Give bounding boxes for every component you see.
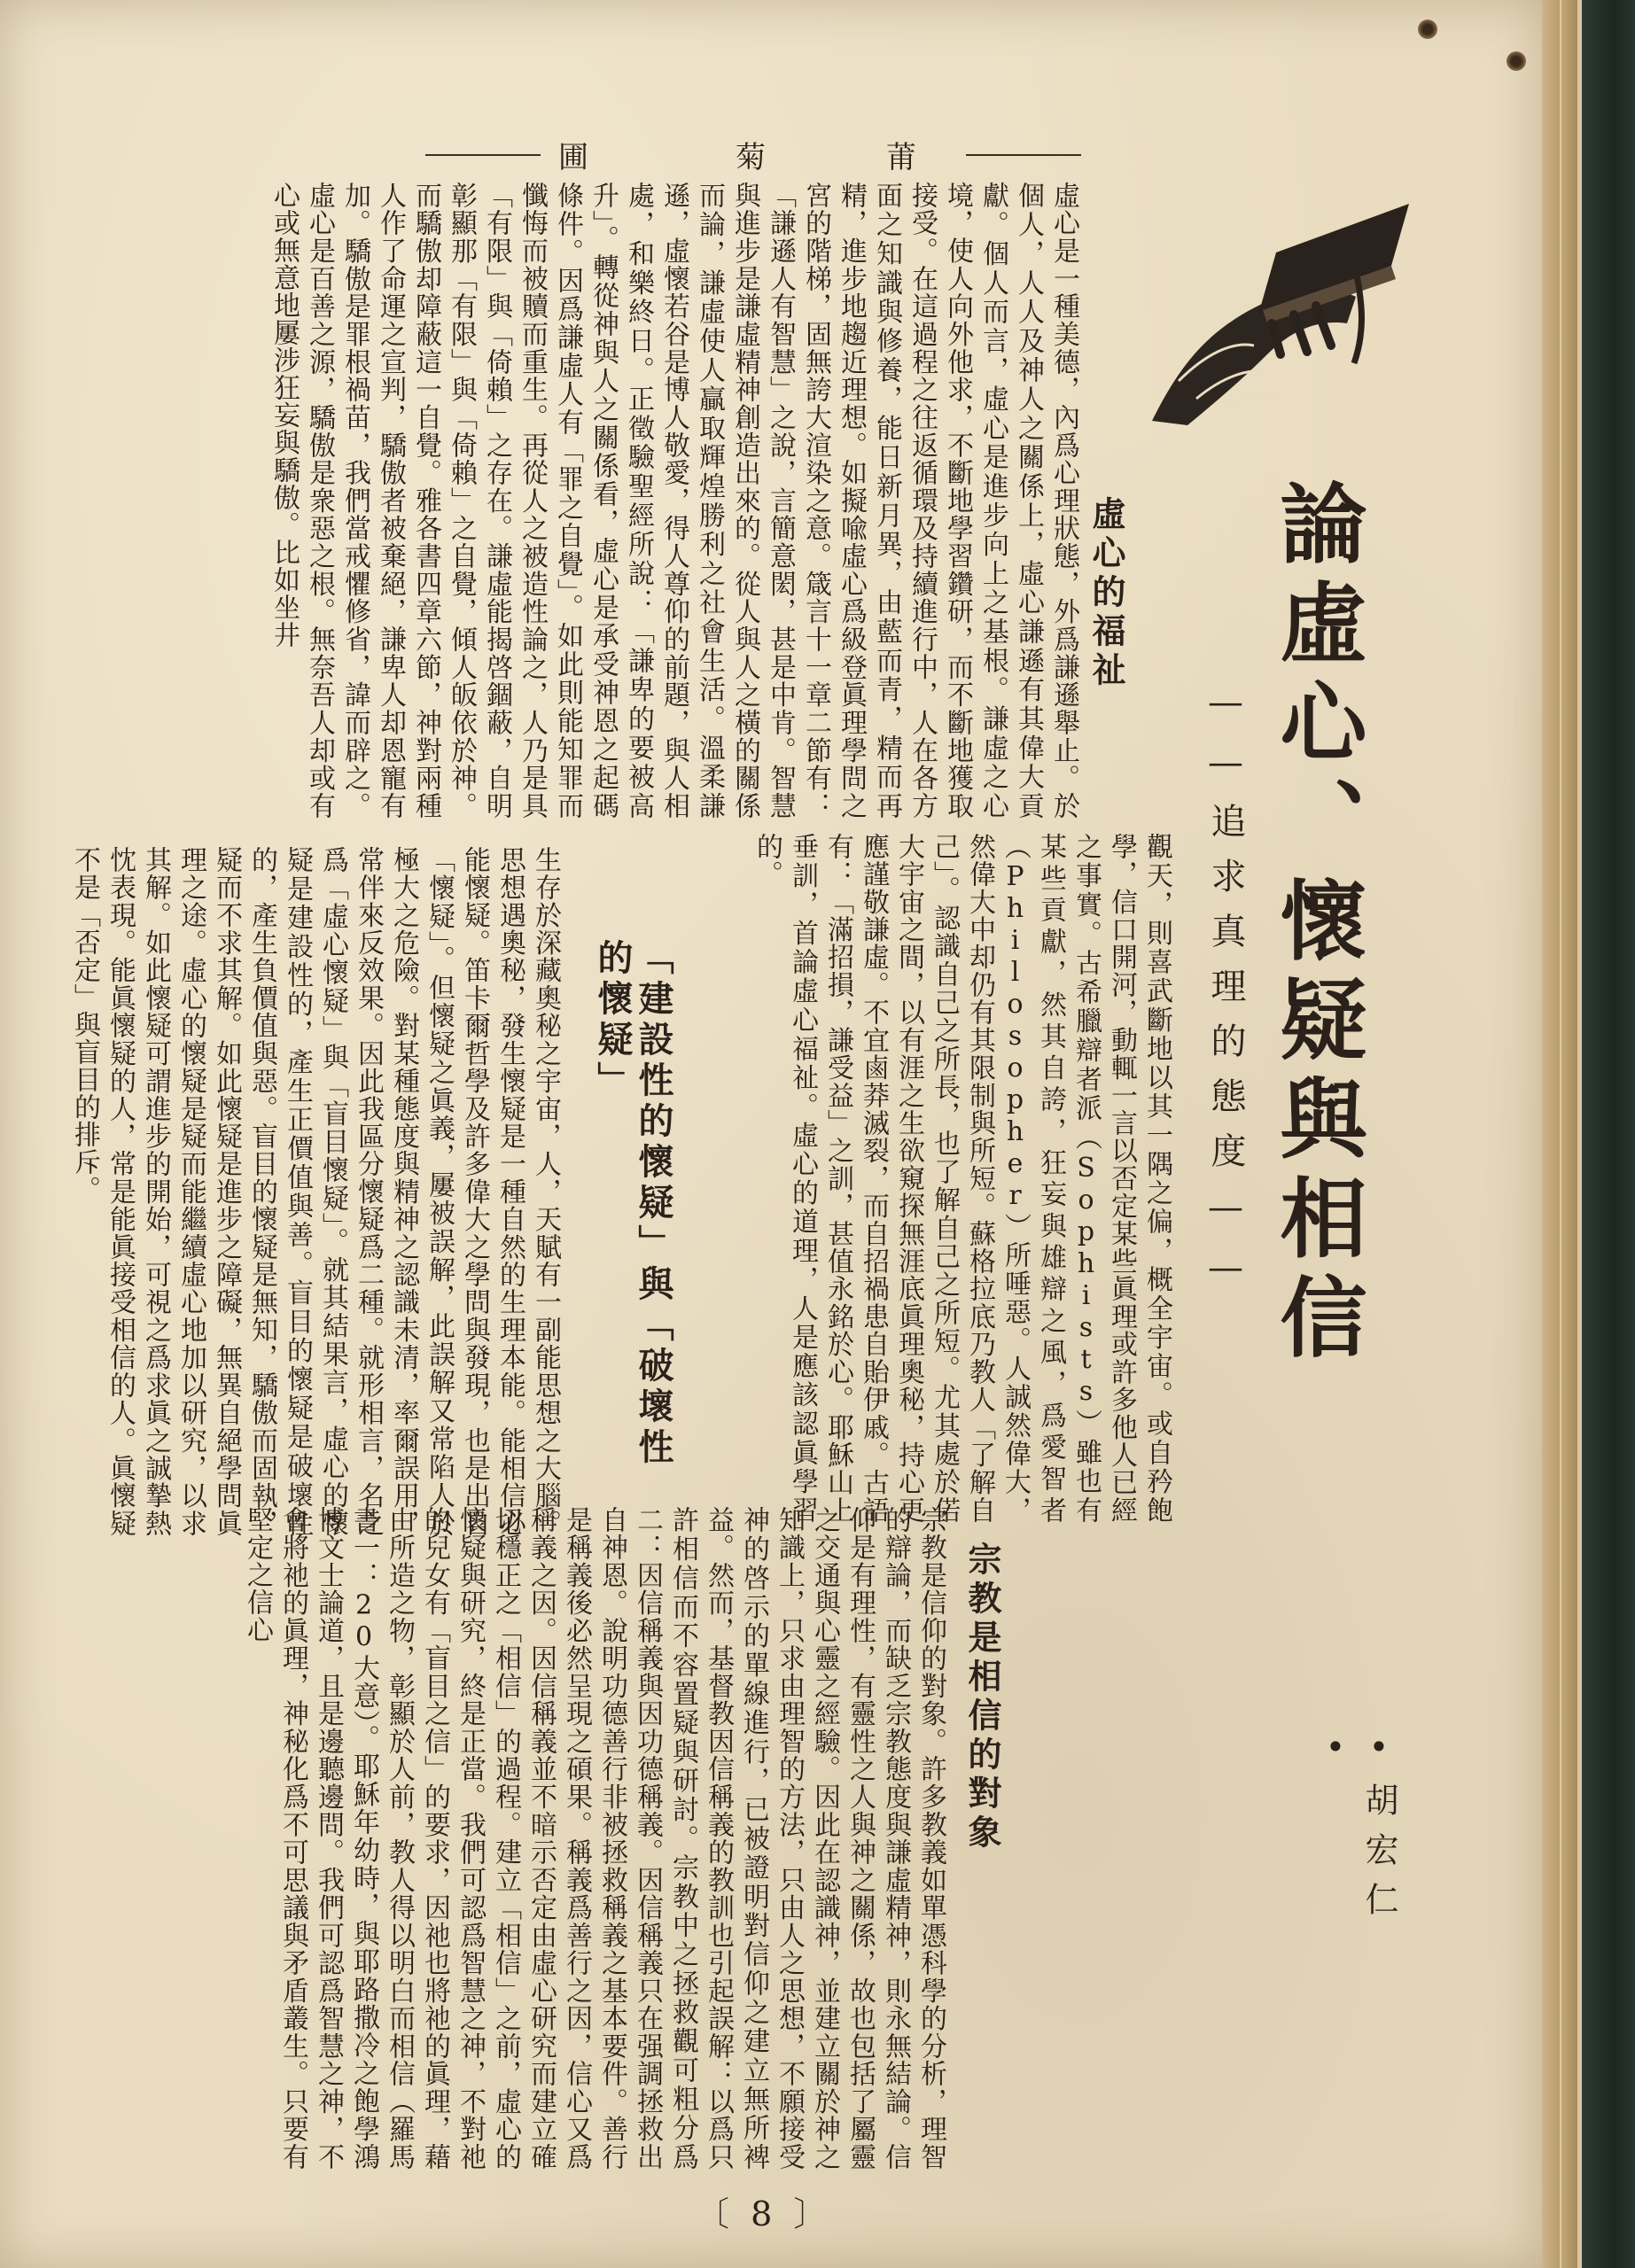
section-text-faith: 宗教是信仰的對象。許多教義如單憑科學的分析，理智的辯論，而缺乏宗教態度與謙虛精神，則永無結論。信仰是有理性，有靈性之人與神之關係，故也包括了屬靈之交通與心靈之經驗。因此在認識神，並建立關於神之知識上，只求由理智的方法，只由人之思想，不願接受神的啓示的單線進行，已被證明對信仰之建立無所裨益。然而，基督教因信稱義的教訓也引起誤解：以爲只許相信而不容置疑與研討。宗教中之拯救觀可粗分爲二：因信稱義與因功德稱義。因信稱義只在强調拯救出自神恩。說明功德善行非被拯救稱義之基本要件。善行是稱義後必然呈現之碩果。稱義爲善行之因，信心又爲稱義之因。因信稱義並不暗示否定由虛心研究而建立確切穩正之「相信」的過程。建立「相信」之前，虛心的懷疑與研究，終是正當。我們可認爲智慧之神，不對祂的兒女有「盲目之信」的要求，因祂也將祂的眞理，藉由所造之物，彰顯於人前，教人得以明白而相信（羅馬書一：20大意）。耶穌年幼時，與耶路撒冷之飽學鴻博文士論道，且是邊聽邊問。我們可認爲智慧之神，不會將祂的眞理，神秘化爲不可思議與矛盾叢生。只要有堅定之信心 xyxy=(242,1506,946,2171)
article-author: •胡宏仁• xyxy=(1316,1728,1398,1931)
header-char: 莆 xyxy=(886,140,918,175)
section-text-humility: 虛心是一種美德，內爲心理狀態，外爲謙遜舉止。於個人，人人及神人之關係上，虛心謙遜有其偉大貢獻。個人而言，虛心是進步向上之基根。謙虛之心境，使人向外他求，不斷地學習鑽研，而不斷地獲取接受。在這過程之往返循環及持續進行中，人在各方面之知識與修養，能日新月異，由藍而青，精而再精，進步地趨近理想。如擬喩虛心爲級登眞理學問之宮的階梯，固無誇大渲染之意。箴言十一章二節有：「謙遜人有智慧」之說，言簡意閎，甚是中肯。智慧與進步是謙虛精神創造出來的。從人與人之橫的關係而論，謙虛使人贏取輝煌勝利之社會生活。溫柔謙遜，虛懷若谷是博人敬愛，得人尊仰的前題，與人相處，和樂終日。正徵驗聖經所說：「謙卑的要被高升」。轉從神與人之關係看，虛心是承受神恩之起碼條件。因爲謙虛人有「罪之自覺」。如此則能知罪而懺悔而被贖而重生。再從人之被造性論之，人乃是具「有限」與「倚賴」之存在。謙虛能揭啓錮蔽，自明彰顯那「有限」與「倚賴」之自覺，傾人皈依於神。而驕傲却障蔽這一自覺。雅各書四章六節，神對兩種人作了命運之宣判，驕傲者被棄絕，謙卑人却恩寵有加。驕傲是罪根禍苗，我們當戒懼修省，諱而辟之。虛心是百善之源，驕傲是衆惡之根。無奈吾人却或有心或無意地屢涉狂妄與驕傲。比如坐井 xyxy=(269,182,1079,819)
running-header xyxy=(425,133,1099,177)
book-hand-illustration xyxy=(1125,199,1418,430)
section-heading-humility: 虛心的福祉 xyxy=(1086,496,1126,691)
header-char: 菊 xyxy=(736,140,767,175)
binding-hole xyxy=(1418,19,1437,39)
section-intro-doubt: 觀天，則喜武斷地以其一隅之偏，概全宇宙。或自矜飽學，信口開河，動輒一言以否定某些眞理或許多他人已經之事實。古希臘辯者派（Sophists）雖也有某些貢獻，然其自誇，狂妄與雄辯之風，爲愛智者（Philosopher）所唾惡。人誠然偉大，然偉大中却仍有其限制與所短。蘇格拉底乃教人「了解自己」。認識自己之所長，也了解自己之所短。尤其處於偌大宇宙之間，以有涯之生欲窺探無涯底眞理奧秘，持心更應謹敬謙虛。不宜鹵莽滅裂，而自招禍患自貽伊戚。古語有：「滿招損，謙受益」之訓，甚值永銘於心。耶穌山上垂訓，首論虛心福祉。虛心的道理，人是應該認眞學習的。 xyxy=(751,833,1172,1524)
section-heading-doubt: 「建設性的懷疑」與「破壞性的懷疑」 xyxy=(592,939,674,1469)
page-number: 〔 8 〕 xyxy=(696,2194,833,2233)
header-rule xyxy=(966,154,1081,156)
section-text-doubt: 生存於深藏奧秘之宇宙，人，天賦有一副能思想之大腦。思想遇奧秘，發生懷疑是一種自然的生理本能。能相信必能懷疑。笛卡爾哲學及許多偉大之學問與發現，也是出自「懷疑」。但懷疑之眞義，屢被誤解，此誤解又常陷人於極大之危險。對某種態度與精神之認識未清，率爾誤用，常伴來反效果。因此我區分懷疑爲二種。就形相言，名之爲「虛心懷疑」與「盲目懷疑」。就其結果言，虛心的懷疑是建設性的，產生正價值與善。盲目的懷疑是破壞性的，產生負價值與惡。盲目的懷疑是無知，驕傲而固執，疑而不求其解。如此懷疑是進步之障礙，無異自絕學問眞理之途。虛心的懷疑是疑而能繼續虛心地加以研究，以求其解。如此懷疑可謂進步的開始，可視之爲求眞之誠摯熱忱表現。能眞懷疑的人，常是能眞接受相信的人。眞懷疑不是「否定」與盲目的排斥。 xyxy=(69,846,561,1537)
book-spine xyxy=(1582,0,1635,2268)
header-rule xyxy=(425,154,541,156)
article-subtitle: ——追求真理的態度—— xyxy=(1205,682,1246,1308)
binding-hole xyxy=(1507,51,1526,71)
page-edge xyxy=(1561,0,1577,2268)
section-heading-faith: 宗教是相信的對象 xyxy=(962,1542,1002,1853)
page-edge xyxy=(1542,0,1560,2268)
article-title: 論虛心、懷疑與相信 xyxy=(1265,478,1367,1371)
header-char: 圃 xyxy=(558,140,590,175)
